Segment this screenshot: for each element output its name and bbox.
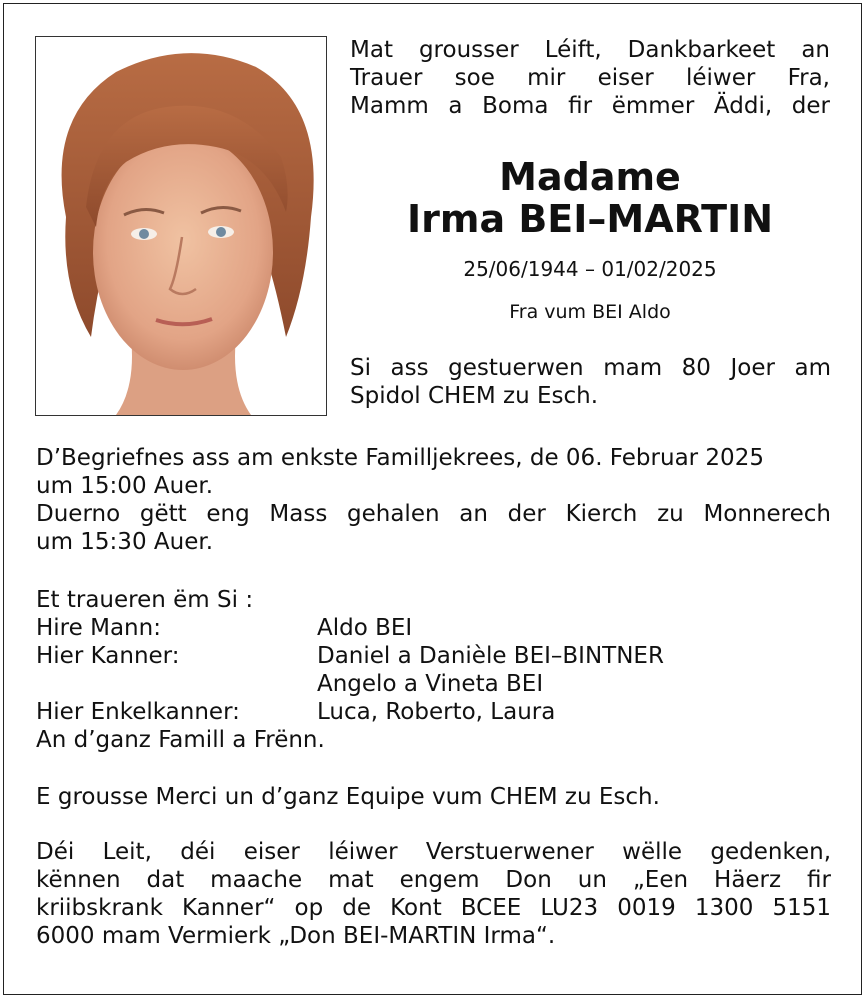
donation-line: kënnen dat maache mat engem Don un „Een Häerz fir xyxy=(36,867,831,893)
death-line: Si ass gestuerwen mam 80 Joer am xyxy=(350,355,831,381)
intro-line: Mat grousser Léift, Dankbarkeet an xyxy=(350,37,830,63)
mourner-value: Aldo BEI xyxy=(317,615,413,641)
funeral-line: um 15:30 Auer. xyxy=(36,529,214,555)
mourner-row xyxy=(36,670,543,698)
spouse-line: Fra vum BEI Aldo xyxy=(509,301,671,323)
life-dates: 25/06/1944 – 01/02/2025 xyxy=(463,257,717,281)
mourner-row xyxy=(36,642,664,670)
funeral-details xyxy=(36,444,831,556)
death-line: Spidol CHEM zu Esch. xyxy=(350,383,599,409)
donation-text xyxy=(36,838,831,950)
portrait-photo xyxy=(35,36,327,416)
mourners-closing: An d’ganz Famill a Frënn. xyxy=(36,727,325,753)
mourner-value: Daniel a Danièle BEI–BINTNER xyxy=(317,643,664,669)
donation-line: 6000 mam Vermierk „Don BEI-MARTIN Irma“. xyxy=(36,923,556,949)
funeral-line: D’Begriefnes ass am enkste Familljekrees, de 06. Februar 2025 xyxy=(36,445,764,471)
mourner-row xyxy=(36,614,412,642)
funeral-line: um 15:00 Auer. xyxy=(36,473,214,499)
mourner-value: Luca, Roberto, Laura xyxy=(317,699,556,725)
intro-text xyxy=(350,36,830,120)
deceased-name: Irma BEI–MARTIN xyxy=(406,197,774,241)
intro-line: Trauer soe mir eiser léiwer Fra, xyxy=(350,65,830,91)
portrait-image xyxy=(36,37,326,415)
intro-line: Mamm a Boma fir ëmmer Äddi, der xyxy=(350,93,830,119)
death-notice xyxy=(350,354,831,410)
mourner-label: Hier Kanner: xyxy=(36,643,180,669)
mourner-row xyxy=(36,698,555,726)
donation-line: kriibskrank Kanner“ op de Kont BCEE LU23 0019 1300 5151 xyxy=(36,895,831,921)
mourners-heading: Et traueren ëm Si : xyxy=(36,587,254,613)
donation-line: Déi Leit, déi eiser léiwer Verstuerwener wëlle gedenken, xyxy=(36,839,831,865)
deceased-title: Madame xyxy=(499,155,681,199)
mourner-label: Hire Mann: xyxy=(36,615,161,641)
mourner-label: Hier Enkelkanner: xyxy=(36,699,240,725)
thanks-line: E grousse Merci un d’ganz Equipe vum CHEM zu Esch. xyxy=(36,784,660,810)
mourner-value: Angelo a Vineta BEI xyxy=(317,671,544,697)
funeral-line: Duerno gëtt eng Mass gehalen an der Kierch zu Monnerech xyxy=(36,501,831,527)
